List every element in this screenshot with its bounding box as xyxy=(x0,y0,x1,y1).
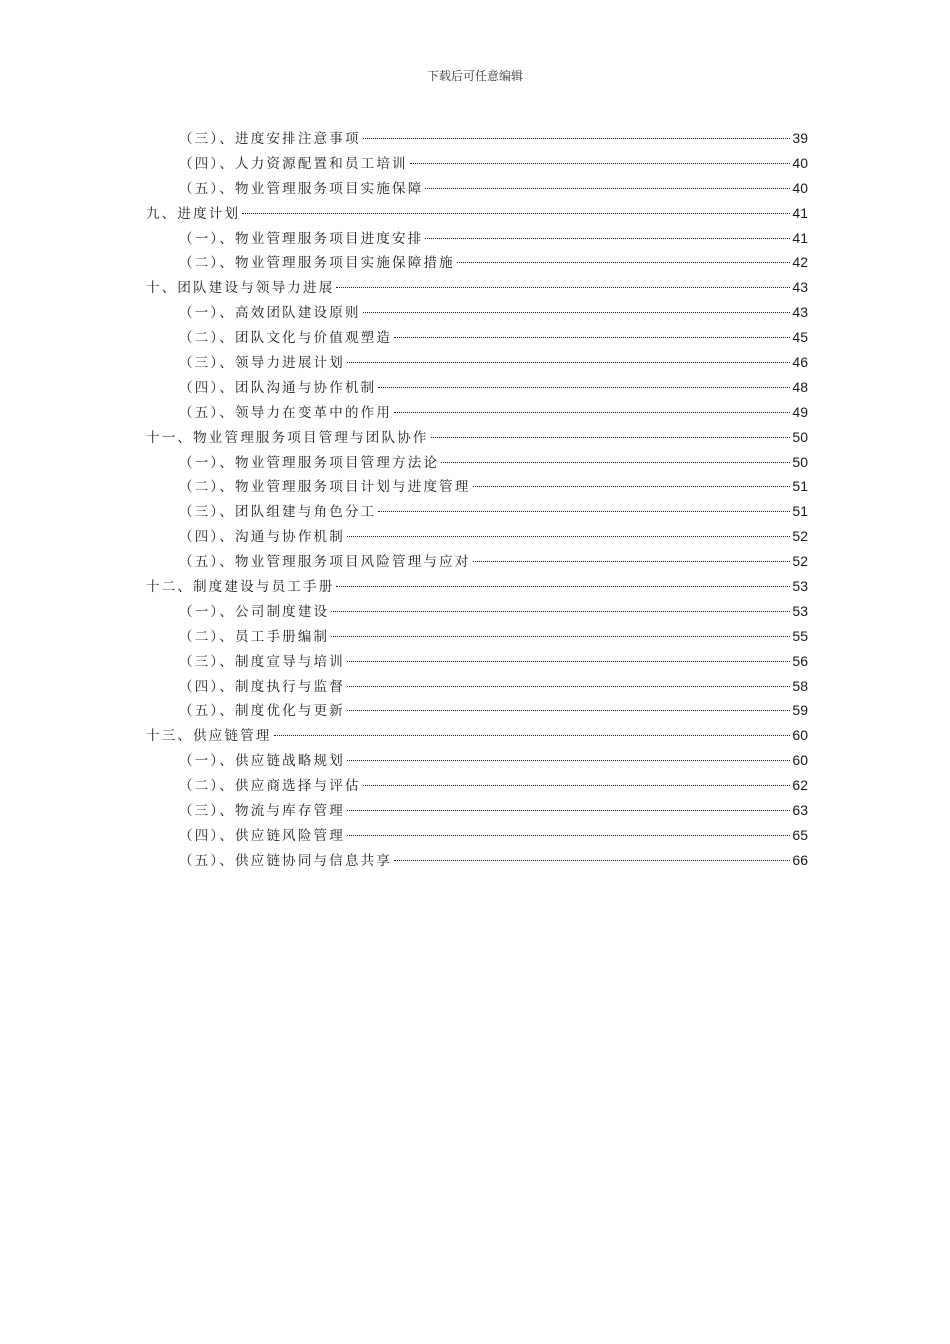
toc-entry-page-number: 40 xyxy=(792,179,808,196)
toc-entry[interactable] xyxy=(146,674,808,699)
toc-dot-leader xyxy=(473,561,791,562)
toc-entry-page-number: 39 xyxy=(792,130,808,146)
toc-dot-leader xyxy=(347,760,790,761)
toc-dot-leader xyxy=(431,437,791,438)
toc-entry-title: （五）、供应链协同与信息共享 xyxy=(179,852,393,869)
toc-entry-title: （三）、制度宣导与培训 xyxy=(179,653,345,670)
toc-entry[interactable] xyxy=(146,474,808,499)
toc-entry[interactable] xyxy=(146,823,808,848)
toc-entry-page-number: 56 xyxy=(792,652,808,669)
toc-entry[interactable] xyxy=(146,599,808,624)
toc-entry-page-number: 65 xyxy=(792,826,808,843)
toc-entry[interactable] xyxy=(146,151,808,176)
toc-entry-page-number: 51 xyxy=(792,503,808,520)
header-note: 下载后可任意编辑 xyxy=(426,69,523,83)
toc-entry[interactable] xyxy=(146,400,808,425)
toc-entry-page-number: 60 xyxy=(792,752,808,769)
toc-entry[interactable] xyxy=(146,723,808,748)
toc-dot-leader xyxy=(457,262,791,263)
toc-dot-leader xyxy=(274,735,791,736)
toc-dot-leader xyxy=(394,412,790,413)
toc-dot-leader xyxy=(363,785,791,786)
toc-entry-page-number: 50 xyxy=(792,453,808,470)
toc-entry-title: （一）、高效团队建设原则 xyxy=(179,305,361,322)
toc-entry-title: （四）、制度执行与监督 xyxy=(179,678,345,695)
toc-entry[interactable] xyxy=(146,375,808,400)
toc-entry-title: （五）、物业管理服务项目实施保障 xyxy=(179,180,424,197)
toc-entry[interactable] xyxy=(146,350,808,375)
toc-entry[interactable] xyxy=(146,250,808,275)
toc-entry-page-number: 62 xyxy=(792,777,808,794)
toc-entry[interactable] xyxy=(146,201,808,226)
toc-entry-title: （五）、物业管理服务项目风险管理与应对 xyxy=(179,554,471,571)
toc-entry-title: （一）、公司制度建设 xyxy=(179,603,330,620)
toc-entry-title: （五）、制度优化与更新 xyxy=(179,703,345,720)
toc-entry-title: 九、进度计划 xyxy=(146,205,241,222)
toc-entry-title: （三）、物流与库存管理 xyxy=(179,803,345,820)
toc-entry-title: （二）、物业管理服务项目实施保障措施 xyxy=(179,255,455,272)
toc-dot-leader xyxy=(378,387,790,388)
toc-dot-leader xyxy=(347,536,790,537)
toc-dot-leader xyxy=(473,486,791,487)
toc-dot-leader xyxy=(410,163,791,164)
toc-entry[interactable] xyxy=(146,549,808,574)
toc-entry[interactable] xyxy=(146,748,808,773)
toc-entry-page-number: 40 xyxy=(792,154,808,171)
toc-dot-leader xyxy=(378,511,790,512)
toc-entry[interactable] xyxy=(146,300,808,325)
toc-entry-page-number: 50 xyxy=(792,428,808,445)
toc-dot-leader xyxy=(441,462,790,463)
toc-dot-leader xyxy=(331,636,790,637)
toc-dot-leader xyxy=(347,710,790,711)
toc-entry[interactable] xyxy=(146,624,808,649)
toc-entry-title: （三）、领导力进展计划 xyxy=(179,355,345,372)
toc-entry-page-number: 41 xyxy=(792,204,808,221)
toc-entry[interactable] xyxy=(146,226,808,251)
toc-dot-leader xyxy=(336,287,790,288)
toc-dot-leader xyxy=(394,337,790,338)
toc-entry-page-number: 51 xyxy=(792,478,808,495)
toc-dot-leader xyxy=(336,586,790,587)
toc-entry-title: （三）、进度安排注意事项 xyxy=(179,131,361,147)
toc-entry[interactable] xyxy=(146,649,808,674)
toc-entry-title: （四）、供应链风险管理 xyxy=(179,827,345,844)
toc-entry-page-number: 45 xyxy=(792,329,808,346)
toc-entry-page-number: 59 xyxy=(792,702,808,719)
toc-entry[interactable] xyxy=(146,450,808,475)
toc-dot-leader xyxy=(242,213,790,214)
toc-entry-title: 十、团队建设与领导力进展 xyxy=(146,280,335,297)
toc-entry-page-number: 52 xyxy=(792,528,808,545)
toc-dot-leader xyxy=(347,661,790,662)
toc-entry-title: （四）、人力资源配置和员工培训 xyxy=(179,155,408,172)
toc-entry[interactable] xyxy=(146,574,808,599)
toc-entry-title: 十一、物业管理服务项目管理与团队协作 xyxy=(146,429,429,446)
toc-entry[interactable] xyxy=(146,798,808,823)
toc-dot-leader xyxy=(347,810,790,811)
toc-dot-leader xyxy=(425,238,790,239)
toc-entry-title: （一）、物业管理服务项目管理方法论 xyxy=(179,454,440,471)
toc-entry[interactable] xyxy=(146,848,808,873)
toc-entry-page-number: 58 xyxy=(792,677,808,694)
toc-entry-page-number: 66 xyxy=(792,851,808,868)
toc-entry[interactable] xyxy=(146,275,808,300)
toc-entry-title: （二）、物业管理服务项目计划与进度管理 xyxy=(179,479,471,496)
toc-entry-title: （二）、员工手册编制 xyxy=(179,628,330,645)
toc-dot-leader xyxy=(331,611,790,612)
toc-entry-page-number: 42 xyxy=(792,254,808,271)
toc-dot-leader xyxy=(347,362,790,363)
table-of-contents xyxy=(146,126,808,873)
toc-entry-page-number: 49 xyxy=(792,403,808,420)
toc-entry-page-number: 43 xyxy=(792,304,808,321)
toc-entry-page-number: 52 xyxy=(792,553,808,570)
toc-entry-title: （四）、团队沟通与协作机制 xyxy=(179,379,377,396)
toc-entry-page-number: 63 xyxy=(792,802,808,819)
toc-entry-page-number: 43 xyxy=(792,279,808,296)
toc-entry[interactable] xyxy=(146,176,808,201)
toc-entry-title: （二）、团队文化与价值观塑造 xyxy=(179,330,393,347)
toc-entry-title: 十三、供应链管理 xyxy=(146,728,272,745)
toc-entry[interactable] xyxy=(146,126,808,151)
toc-entry-page-number: 60 xyxy=(792,727,808,744)
toc-entry-title: （五）、领导力在变革中的作用 xyxy=(179,404,393,421)
toc-entry-title: （四）、沟通与协作机制 xyxy=(179,529,345,546)
toc-entry-title: （三）、团队组建与角色分工 xyxy=(179,504,377,521)
toc-entry-page-number: 55 xyxy=(792,627,808,644)
toc-entry-title: （一）、供应链战略规划 xyxy=(179,753,345,770)
toc-entry-page-number: 46 xyxy=(792,354,808,371)
toc-entry-page-number: 53 xyxy=(792,578,808,595)
toc-entry-title: 十二、制度建设与员工手册 xyxy=(146,579,335,596)
toc-dot-leader xyxy=(363,138,791,139)
toc-entry[interactable] xyxy=(146,773,808,798)
toc-entry[interactable] xyxy=(146,698,808,723)
toc-dot-leader xyxy=(394,860,790,861)
toc-dot-leader xyxy=(347,686,790,687)
toc-entry[interactable] xyxy=(146,425,808,450)
toc-dot-leader xyxy=(363,312,791,313)
toc-entry[interactable] xyxy=(146,325,808,350)
toc-entry[interactable] xyxy=(146,499,808,524)
toc-dot-leader xyxy=(425,188,790,189)
toc-entry[interactable] xyxy=(146,524,808,549)
toc-entry-page-number: 53 xyxy=(792,602,808,619)
toc-dot-leader xyxy=(347,835,790,836)
toc-entry-title: （一）、物业管理服务项目进度安排 xyxy=(179,230,424,247)
toc-entry-page-number: 41 xyxy=(792,229,808,246)
toc-entry-page-number: 48 xyxy=(792,378,808,395)
toc-entry-title: （二）、供应商选择与评估 xyxy=(179,778,361,795)
